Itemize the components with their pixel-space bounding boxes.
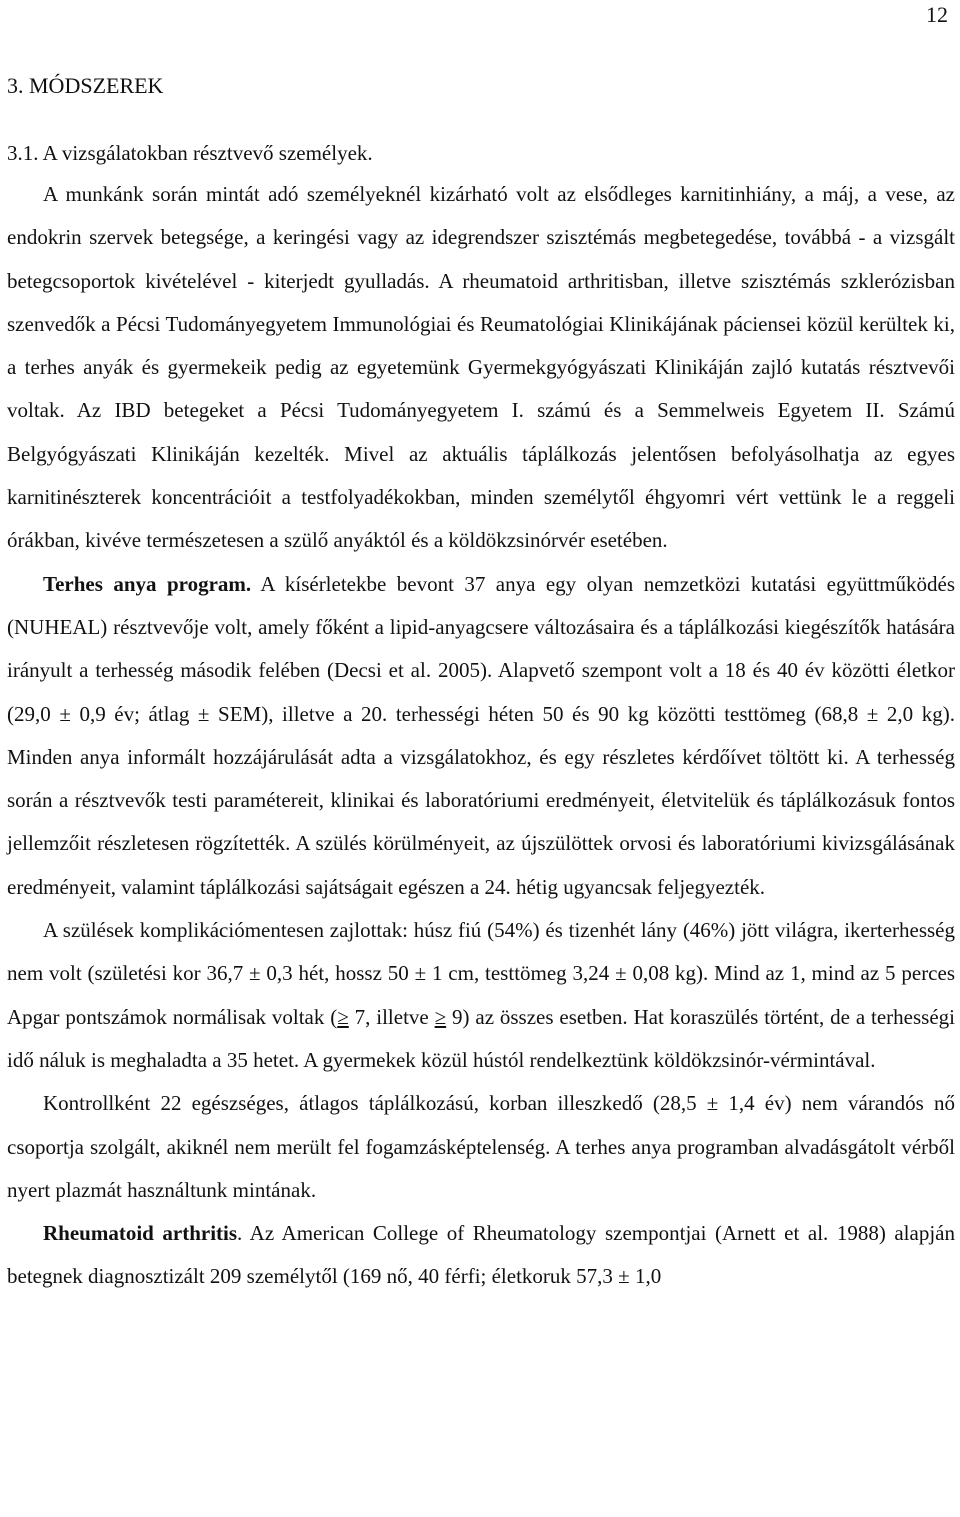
- paragraph-text: 7, illetve: [348, 1004, 435, 1029]
- paragraph-pregnant-mother-program: [7, 563, 955, 909]
- paragraph-text: . Az American College of Rheumatology szempontjai (Arnett et al. 1988) alapján betegnek diagnosztizált 209 személytől (169 nő, 40 férfi; életkoruk 57,3 ± 1,0: [7, 1221, 955, 1289]
- paragraph-participants: A munkánk során mintát adó személyeknél kizárható volt az elsődleges karnitinhiány, a máj, a vese, az endokrin szervek betegsége, a keringési vagy az idegrendszer szisztémás megbetegedése, továbbá - a vizsgált betegcsoportok kivételével - kiterjedt gyulladás. A rheumatoid arthritisban, illetve szisztémás szklerózisban szenvedők a Pécsi Tudományegyetem Immunológiai és Reumatológiai Klinikájának páciensei közül kerültek ki, a terhes anyák és gyermekeik pedig az egyetemünk Gyermekgyógyászati Klinikáján zajló kutatás résztvevői voltak. Az IBD betegeket a Pécsi Tudományegyetem I. számú és a Semmelweis Egyetem II. Számú Belgyógyászati Klinikáján kezelték. Mivel az aktuális táplálkozás jelentősen befolyásolhatja az egyes karnitinészterek koncentrációit a testfolyadékokban, minden személytől éhgyomri vért vettünk le a reggeli órákban, kivéve természetesen a szülő anyáktól és a köldökzsinórvér esetében.: [7, 182, 955, 553]
- paragraph-text: A szülések komplikációmentesen zajlottak: húsz fiú (54%) és tizenhét lány (46%) jött világra, ikerterhesség nem volt (születési kor 36,7 ± 0,3 hét, hossz 50 ± 1 cm, testtömeg 3,24 ± 0,08 kg). Mind az 1, mind az 5 perces Apgar pontszámok normálisak voltak (: [7, 918, 955, 1029]
- subsection-title: 3.1. A vizsgálatokban résztvevő személyek.: [7, 141, 373, 165]
- greater-equal-symbol: ≥: [337, 1004, 349, 1029]
- paragraph-births: [7, 909, 955, 1082]
- paragraph-heading: Rheumatoid arthritis: [43, 1221, 238, 1246]
- paragraph-controls: Kontrollként 22 egészséges, átlagos táplálkozású, korban illeszkedő (28,5 ± 1,4 év) nem várandós nő csoportja szolgált, akiknél nem merült fel fogamzásképtelenség. A terhes anya programban alvadásgátolt vérből nyert plazmát használtunk mintának.: [7, 1091, 955, 1202]
- greater-equal-symbol: ≥: [434, 1004, 447, 1029]
- page-number: 12: [926, 2, 948, 27]
- section-title: 3. MÓDSZEREK: [7, 73, 164, 98]
- body-text: [7, 173, 955, 1299]
- paragraph-heading: Terhes anya program.: [43, 571, 252, 596]
- paragraph-text: 9) az összes esetben. Hat koraszülés történt, de a terhességi idő náluk is meghaladta a 35 hetet. A gyermekek közül hústól rendelkeztünk köldökzsinór-vérmintával.: [7, 1004, 955, 1072]
- paragraph-text: A kísérletekbe bevont 37 anya egy olyan nemzetközi kutatási együttműködés (NUHEAL) résztvevője volt, amely főként a lipid-anyagcsere változásaira és a táplálkozási kiegészítők hatására irányult a terhesség második felében (Decsi et al. 2005). Alapvető szempont volt a 18 és 40 év közötti életkor (29,0 ± 0,9 év; átlag ± SEM), illetve a 20. terhességi héten 50 és 90 kg közötti testtömeg (68,8 ± 2,0 kg). Minden anya informált hozzájárulását adta a vizsgálatokhoz, és egy részletes kérdőívet töltött ki. A terhesség során a résztvevők testi paramétereit, klinikai és laboratóriumi eredményeit, életvitelük és táplálkozásuk fontos jellemzőit részletesen rögzítették. A szülés körülményeit, az újszülöttek orvosi és laboratóriumi kivizsgálásának eredményeit, valamint táplálkozási sajátságait egészen a 24. hétig ugyancsak feljegyezték.: [7, 571, 955, 899]
- paragraph-rheumatoid-arthritis: [7, 1212, 955, 1299]
